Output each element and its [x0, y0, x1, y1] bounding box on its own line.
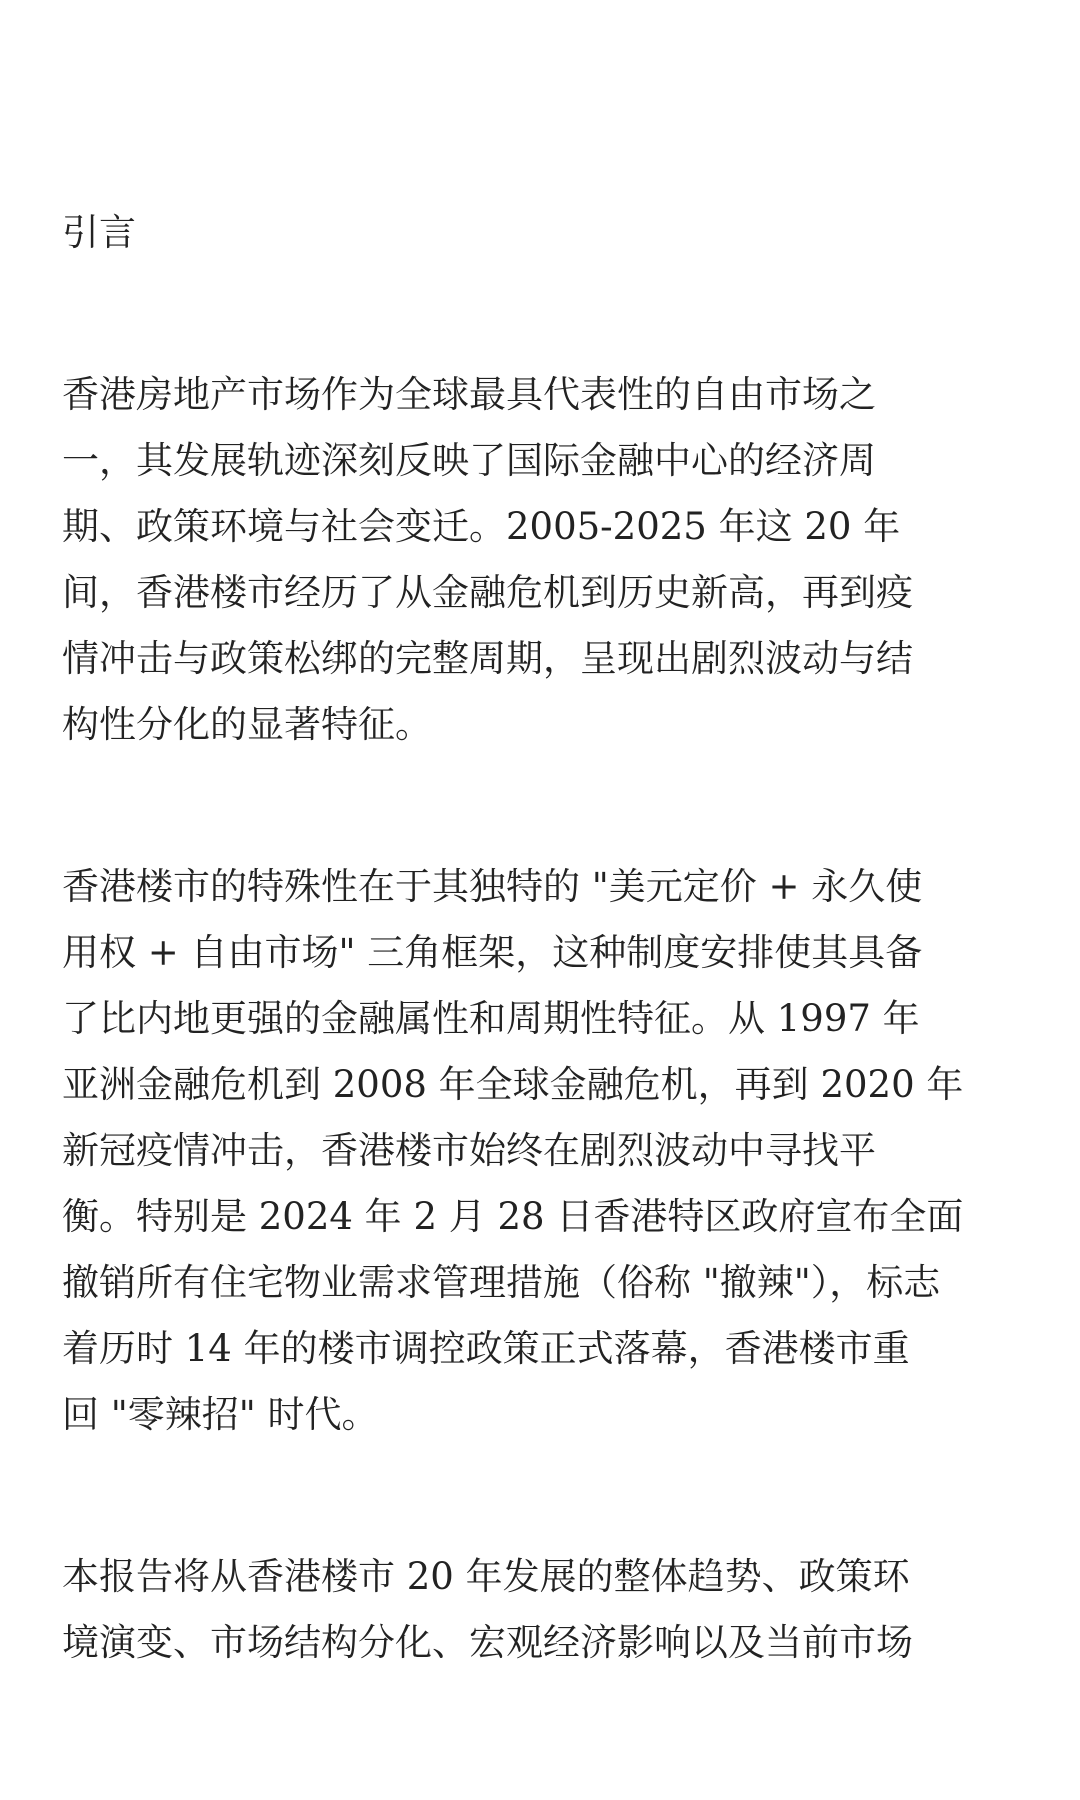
text-line: 香港楼市的特殊性在于其独特的 "美元定价 + 永久使 — [62, 865, 923, 908]
paragraph-1 — [62, 362, 1022, 758]
document-body — [62, 200, 1022, 1676]
paragraph-3 — [62, 1544, 1022, 1676]
text-line: 亚洲金融危机到 2008 年全球金融危机，再到 2020 年 — [62, 1063, 964, 1106]
section-heading: 引言 — [62, 211, 136, 254]
text-line: 香港房地产市场作为全球最具代表性的自由市场之 — [62, 373, 876, 416]
text-line: 期、政策环境与社会变迁。2005-2025 年这 20 年 — [62, 505, 901, 548]
text-line: 回 "零辣招" 时代。 — [62, 1393, 379, 1436]
text-line: 新冠疫情冲击，香港楼市始终在剧烈波动中寻找平 — [62, 1129, 876, 1172]
text-line: 衡。特别是 2024 年 2 月 28 日香港特区政府宣布全面 — [62, 1195, 964, 1238]
text-line: 着历时 14 年的楼市调控政策正式落幕，香港楼市重 — [62, 1327, 910, 1370]
text-line: 境演变、市场结构分化、宏观经济影响以及当前市场 — [62, 1621, 913, 1664]
text-line: 一，其发展轨迹深刻反映了国际金融中心的经济周 — [62, 439, 876, 482]
text-line: 间，香港楼市经历了从金融危机到历史新高，再到疫 — [62, 571, 913, 614]
text-line: 情冲击与政策松绑的完整周期，呈现出剧烈波动与结 — [62, 637, 913, 680]
text-line: 撤销所有住宅物业需求管理措施（俗称 "撤辣"），标志 — [62, 1261, 941, 1304]
text-line: 本报告将从香港楼市 20 年发展的整体趋势、政策环 — [62, 1555, 910, 1598]
paragraph-2 — [62, 854, 1022, 1448]
text-line: 构性分化的显著特征。 — [62, 703, 432, 746]
text-line: 了比内地更强的金融属性和周期性特征。从 1997 年 — [62, 997, 920, 1040]
text-line: 用权 + 自由市场" 三角框架，这种制度安排使其具备 — [62, 931, 923, 974]
